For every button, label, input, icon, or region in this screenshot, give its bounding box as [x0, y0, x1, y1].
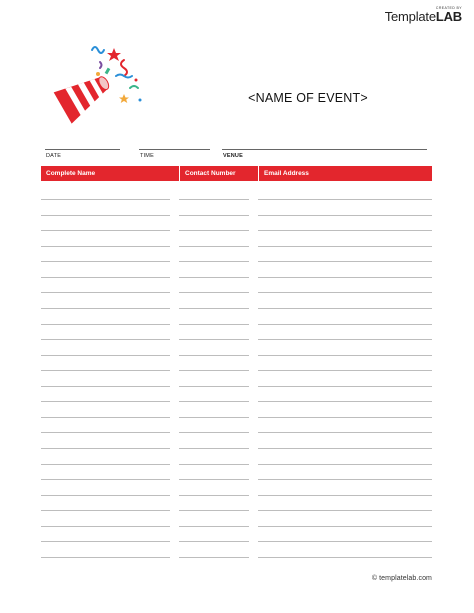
date-label: DATE	[46, 153, 62, 159]
time-line	[139, 149, 210, 150]
table-row-line[interactable]	[258, 308, 432, 309]
table-row-line[interactable]	[41, 324, 170, 325]
table-row-line[interactable]	[41, 557, 170, 558]
table-row-line[interactable]	[258, 339, 432, 340]
column-header-contact: Contact Number	[179, 166, 258, 181]
table-row-line[interactable]	[258, 541, 432, 542]
table-row-line[interactable]	[258, 448, 432, 449]
venue-label: VENUE	[223, 153, 243, 159]
table-row-line[interactable]	[41, 339, 170, 340]
table-row-line[interactable]	[179, 557, 249, 558]
logo-name-part1: Template	[384, 9, 436, 24]
table-row-line[interactable]	[258, 199, 432, 200]
table-row-line[interactable]	[258, 432, 432, 433]
table-row-line[interactable]	[258, 479, 432, 480]
venue-line	[222, 149, 427, 150]
table-row-line[interactable]	[258, 417, 432, 418]
table-row-line[interactable]	[258, 510, 432, 511]
table-row-line[interactable]	[179, 464, 249, 465]
table-row-line[interactable]	[41, 386, 170, 387]
table-row-line[interactable]	[41, 448, 170, 449]
table-row-line[interactable]	[179, 215, 249, 216]
table-row-line[interactable]	[41, 215, 170, 216]
table-row-line[interactable]	[41, 479, 170, 480]
table-row-line[interactable]	[179, 401, 249, 402]
table-row-line[interactable]	[179, 417, 249, 418]
table-row-line[interactable]	[41, 510, 170, 511]
date-line	[45, 149, 120, 150]
table-row-line[interactable]	[258, 355, 432, 356]
table-row-line[interactable]	[179, 277, 249, 278]
table-row-line[interactable]	[179, 230, 249, 231]
table-row-line[interactable]	[179, 292, 249, 293]
table-row-line[interactable]	[41, 199, 170, 200]
table-row-line[interactable]	[41, 246, 170, 247]
table-row-line[interactable]	[179, 261, 249, 262]
table-row-line[interactable]	[258, 261, 432, 262]
table-row-line[interactable]	[179, 246, 249, 247]
table-row-line[interactable]	[179, 355, 249, 356]
table-row-line[interactable]	[258, 386, 432, 387]
table-row-line[interactable]	[258, 215, 432, 216]
table-row-line[interactable]	[179, 432, 249, 433]
table-row-line[interactable]	[258, 246, 432, 247]
table-row-line[interactable]	[41, 526, 170, 527]
table-row-line[interactable]	[258, 277, 432, 278]
column-header-email: Email Address	[258, 166, 432, 181]
table-row-line[interactable]	[179, 448, 249, 449]
column-header-name: Complete Name	[46, 170, 96, 177]
time-label: TIME	[140, 153, 154, 159]
table-row-line[interactable]	[258, 370, 432, 371]
event-title: <NAME OF EVENT>	[248, 91, 368, 105]
table-row-line[interactable]	[258, 324, 432, 325]
logo-tagline: CREATED BY	[435, 6, 462, 10]
table-row-line[interactable]	[179, 370, 249, 371]
footer-credit: © templatelab.com	[371, 575, 432, 582]
table-row-line[interactable]	[41, 277, 170, 278]
table-row-line[interactable]	[179, 510, 249, 511]
table-row-line[interactable]	[41, 355, 170, 356]
table-row-line[interactable]	[179, 339, 249, 340]
table-row-line[interactable]	[41, 308, 170, 309]
table-row-line[interactable]	[41, 401, 170, 402]
table-row-line[interactable]	[41, 261, 170, 262]
party-popper-icon	[52, 40, 147, 130]
table-row-line[interactable]	[41, 432, 170, 433]
table-row-line[interactable]	[41, 464, 170, 465]
table-row-line[interactable]	[179, 199, 249, 200]
table-row-line[interactable]	[258, 557, 432, 558]
table-row-line[interactable]	[258, 292, 432, 293]
table-row-line[interactable]	[41, 417, 170, 418]
table-row-line[interactable]	[179, 541, 249, 542]
table-row-line[interactable]	[179, 495, 249, 496]
table-row-line[interactable]	[41, 541, 170, 542]
table-row-line[interactable]	[179, 526, 249, 527]
table-row-line[interactable]	[41, 292, 170, 293]
table-row-line[interactable]	[258, 230, 432, 231]
table-row-line[interactable]	[258, 495, 432, 496]
table-row-line[interactable]	[41, 230, 170, 231]
table-row-line[interactable]	[179, 386, 249, 387]
table-row-line[interactable]	[179, 308, 249, 309]
table-row-line[interactable]	[179, 324, 249, 325]
table-row-line[interactable]	[41, 370, 170, 371]
templatelab-logo	[385, 6, 462, 23]
table-row-line[interactable]	[258, 401, 432, 402]
table-row-line[interactable]	[179, 479, 249, 480]
table-row-line[interactable]	[41, 495, 170, 496]
table-row-line[interactable]	[258, 526, 432, 527]
logo-name-part2: LAB	[435, 9, 462, 24]
table-row-line[interactable]	[258, 464, 432, 465]
